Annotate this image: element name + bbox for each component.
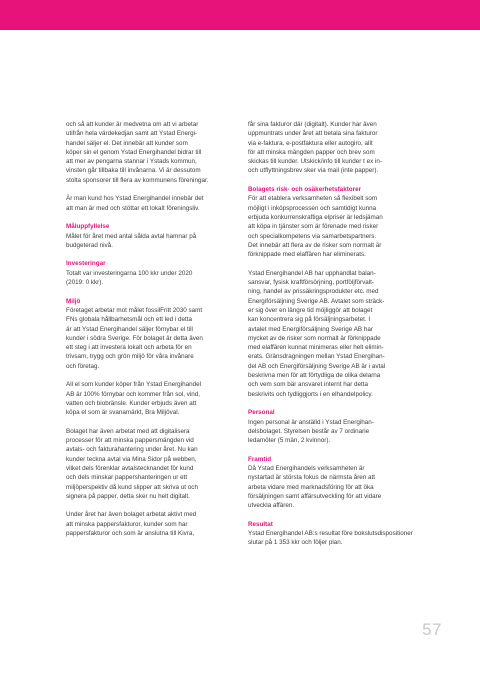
header-accent-band: [0, 0, 480, 30]
body-paragraph: All el som kunder köper från Ystad Energihandel AB är 100% förnybar och kommer från sol, vind, vatten och biobränsle. Kunder erbjuds även att köpa el som är svanamärkt, Bra Miljöval.: [66, 381, 201, 417]
right-column: [248, 120, 424, 557]
body-paragraph: Ystad Energihandel AB har upphandlat balan- sansvar, fysisk kraftförsörjning, portföljförvalt- ning, handel av prissäkringsprodukter etc. med Energiförsäljning Sverige AB. Avtalet som sträck- er sig över en längre tid möjliggör att bolaget kan koncentrera sig på försäljningsarbetet. I avtalet med Energiförsäljning Sverige AB har mycket av de risker som normalt är förknippade med elaffären kunnat minimeras eller helt elimin- erats. Gränsdragningen mellan Ystad Energihan- del AB och Energiförsäljning Sverige AB är i avtal beskrivna men för att förtydliga de olika delarna och vem som bär ansvaret internt har detta beskrivits och tydliggjorts i en elhandelpolicy.: [248, 269, 386, 398]
body-paragraph: Under året har även bolaget arbetat aktivt med att minska pappersfakturor, kunder som har pappersfakturor och som är anslutna till Kivra,: [66, 511, 197, 538]
body-paragraph: och så att kunder är medvetna om att vi arbetar utifrån hela värdekedjan samt att Ystad Energi- handel säljer el. Det innebär att kunder som köper sin el genom Ystad Energihandel bidrar till att mer av pengarna stannar i Ystads kommun, vinsten går tillbaka till invånarna. Vi är dessutom stolta sponsorer till flera av kommunens föreningar.: [66, 121, 209, 184]
section-text: Målet för året med antal sålda avtal hamnar på budgeterad nivå.: [66, 232, 197, 249]
section-heading: Framtid: [248, 455, 272, 463]
section-heading: Miljö: [66, 297, 81, 305]
page-number: 57: [422, 620, 442, 639]
section-risk: [248, 185, 424, 259]
section-heading: Bolagets risk- och osäkerhetsfaktorer: [248, 186, 362, 194]
body-paragraph: Bolaget har även arbetat med att digitalisera processer för att minska pappersmängden vid avtals- och fakturahantering under året. Nu kan kunder teckna avtal via Mina Sidor på webben, vilket dels förenklar avtalstecknandet för kund och dels minskar pappershanteringen ur ett miljöperspektiv då kund slipper att skriva ut och signera på papper, detta sker nu helt digitalt.: [66, 427, 198, 500]
section-personal: [248, 408, 424, 445]
section-text: För att etablera verksamheten så flexibelt som möjligt i inköpsprocessen och samtidigt kunna erbjuda konkurrenskraftiga elpriser är ledsjäman att köpa in tjänster som är förenade med risker och specialkompetens via samarbetspartners. Det innebär att flera av de risker som normalt är förknippade med elaffären har eliminerats.: [248, 195, 383, 259]
section-text: Företaget arbetar mot målet fossilFritt 2030 samt FNs globala hållbarhetsmål och ett led i detta är att Ystad Energihandel säljer förnybar el till kunder i södra Sverige. För bolaget är detta även ett steg i att investera lokalt och arbeta för en trivsam, trygg och grön miljö för våra invånare och företag.: [66, 306, 203, 370]
body-paragraph: Är man kund hos Ystad Energihandel innebär det att man är med och stöttar ett lokalt föreningsliv.: [66, 195, 204, 212]
section-heading: Resultat: [248, 520, 273, 528]
section-text: Ystad Energihandel AB:s resultat före bokslutsdispositioner slutar på 1 353 kkr och följer plan.: [248, 530, 413, 547]
section-text: Då Ystad Energihandels verksamheten är nystartad är största fokus de närmsta åren att arbeta vidare med marknadsföring för att öka försäljningen samt affärsutveckling för att vidare utveckla affären.: [248, 464, 382, 510]
section-heading: Måluppfyllelse: [66, 223, 110, 231]
left-column: [66, 120, 242, 548]
section-investeringar: [66, 259, 242, 287]
section-miljo: [66, 297, 242, 371]
section-heading: Personal: [248, 409, 275, 417]
section-text: Totalt var investeringarna 100 kkr under 2020 (2019: 0 kkr).: [66, 269, 193, 287]
section-resultat: [248, 520, 424, 548]
section-heading: Investeringar: [66, 260, 106, 268]
body-paragraph: får sina fakturor där (digitalt). Kunder har även uppmuntrats under året att betala sina fakturor via e-faktura, e-postfaktura eller autogiro, allt för att minska mängden papper och brev som skickas till kunder. Utskick/info till kunder t ex in- och utflyttningsbrev sker via mail (inte papper).: [248, 121, 383, 175]
section-maluppfyllelse: [66, 222, 242, 250]
section-text: Ingen personal är anställd i Ystad Energihan- delsbolaget. Styrelsen består av 7 ordinarie ledamöter (5 män, 2 kvinnor).: [248, 418, 374, 445]
section-framtid: [248, 455, 424, 511]
